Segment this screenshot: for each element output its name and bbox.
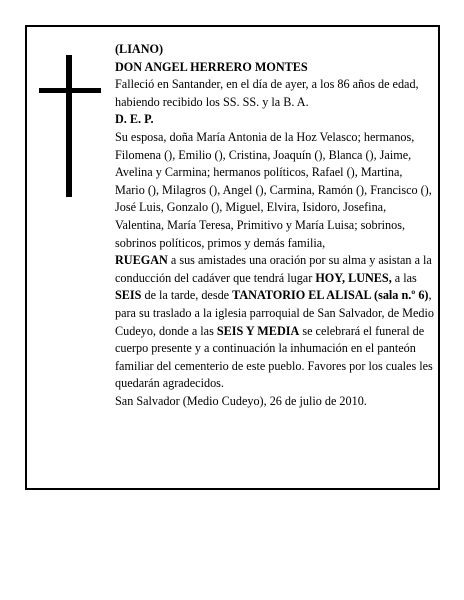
deceased-name: DON ANGEL HERRERO MONTES <box>115 59 308 74</box>
funeral-day: HOY, LUNES, <box>315 270 392 285</box>
ruegan-heading: RUEGAN <box>115 253 168 268</box>
request-text-5: se celebrará el funeral de cuerpo presente y a continuación la inhumación en el panteón familiar del cementerio de este pueblo. Favores por los cuales les quedarán agradecidos. <box>115 323 433 391</box>
request-text-1: a sus amistades una oración por su alma y asistan a la conducción del cadáver que tendrá lugar <box>115 253 432 285</box>
notice-text <box>115 41 435 410</box>
request-text-4: , para su traslado a la iglesia parroquial de San Salvador, de Medio Cudeyo, donde a las <box>115 288 434 338</box>
cross-vertical-bar <box>66 55 72 197</box>
cross-icon <box>39 55 101 197</box>
request-text-2: a las <box>391 270 417 285</box>
funeral-time: SEIS Y MEDIA <box>216 323 300 338</box>
rip-statement: D. E. P. <box>115 112 154 127</box>
death-statement: Falleció en Santander, en el día de ayer, a los 86 años de edad, habiendo recibido los SS. SS. y la B. A. <box>115 77 419 109</box>
departure-time: SEIS <box>115 288 142 303</box>
obituary-notice <box>25 25 440 490</box>
place-date: San Salvador (Medio Cudeyo), 26 de julio de 2010. <box>115 393 367 408</box>
funeral-home: TANATORIO EL ALISAL (sala n.º 6) <box>232 288 429 303</box>
funeral-request <box>115 252 435 393</box>
deceased-prefix: (LIANO) <box>115 42 164 56</box>
request-text-3: de la tarde, desde <box>141 288 233 303</box>
cross-horizontal-bar <box>39 88 101 93</box>
family-list: Su esposa, doña María Antonia de la Hoz Velasco; hermanos, Filomena (), Emilio (), Cristina, Joaquín (), Blanca (), Jaime, Avelina y Carmina; hermanos políticos, Rafael (), Martina, Mario (), Milagros (), Angel (), Carmina, Ramón (), Francisco (), José Luis, Gonzalo (), Miguel, Elvira, Isidoro, Josefina, Valentina, María Teresa, Primitivo y María Luisa; sobrinos, sobrinos políticos, primos y demás familia, <box>115 129 432 250</box>
